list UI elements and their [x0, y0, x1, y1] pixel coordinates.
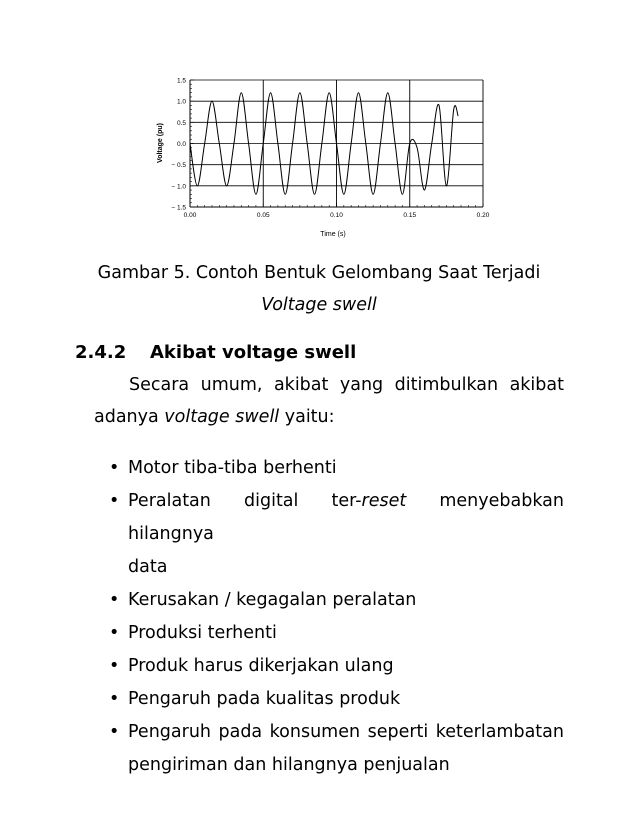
chart-ticks	[171, 78, 489, 220]
y-tick-label: 1.5	[176, 77, 186, 85]
paragraph-line-1: Secara umum, akibat yang ditimbulkan akibat	[129, 375, 564, 395]
list-item-emphasis: reset	[361, 491, 407, 511]
section-number: 2.4.2	[75, 342, 127, 363]
list-item	[106, 716, 564, 782]
bullet-icon: •	[109, 656, 120, 676]
list-item	[106, 584, 564, 617]
bullet-icon: •	[109, 491, 120, 511]
list-item	[106, 617, 564, 650]
list-item-text: Pengaruh pada kualitas produk	[128, 689, 401, 709]
list-item-text-part: menyebabkan hilangnya	[128, 491, 564, 544]
list-item	[106, 485, 564, 584]
list-item-text-continued: data	[128, 557, 168, 577]
x-tick-label: 0.00	[183, 212, 197, 219]
x-tick-label: 0.15	[403, 212, 417, 219]
x-axis-label: Time (s)	[320, 231, 346, 238]
y-tick-label: − 0.5	[171, 162, 186, 170]
paragraph-line-2	[94, 407, 564, 427]
bullet-icon: •	[109, 458, 120, 478]
list-item-text: Produk harus dikerjakan ulang	[128, 656, 394, 676]
list-item-text-continued: pengiriman dan hilangnya penjualan	[128, 755, 450, 775]
bullet-icon: •	[109, 722, 120, 742]
figure-caption: Gambar 5. Contoh Bentuk Gelombang Saat Terjadi	[97, 263, 541, 283]
figure-caption-italic: Voltage swell	[261, 295, 377, 315]
y-tick-label: − 1.0	[171, 183, 186, 191]
x-tick-label: 0.10	[330, 212, 343, 219]
y-tick-label: 1.0	[176, 98, 186, 106]
list-item-text: Kerusakan / kegagalan peralatan	[128, 590, 417, 610]
list-item-text: Motor tiba-tiba berhenti	[128, 458, 337, 478]
y-axis-label: Voltage (pu)	[157, 123, 164, 163]
list-item	[106, 650, 564, 683]
section-title: Akibat voltage swell	[150, 342, 357, 363]
list-item-text: Produksi terhenti	[128, 623, 277, 643]
bullet-icon: •	[109, 689, 120, 709]
paragraph-text: adanya	[94, 407, 165, 427]
x-tick-label: 0.05	[256, 212, 270, 219]
y-tick-label: − 1.5	[171, 204, 186, 212]
waveform-chart	[150, 70, 500, 245]
paragraph-emphasis: voltage swell	[164, 407, 280, 427]
bullet-icon: •	[109, 590, 120, 610]
list-item-text: Pengaruh pada konsumen seperti keterlambatan	[128, 722, 564, 742]
effects-list	[106, 452, 564, 782]
bullet-icon: •	[109, 623, 120, 643]
x-tick-label: 0.20	[476, 212, 490, 219]
list-item-text	[128, 485, 564, 551]
paragraph-text: yaitu:	[279, 407, 335, 427]
list-item-text-part: Peralatan digital ter-	[128, 491, 362, 511]
y-tick-label: 0.5	[176, 119, 186, 127]
list-item	[106, 683, 564, 716]
y-tick-label: 0.0	[176, 141, 186, 148]
list-item	[106, 452, 564, 485]
